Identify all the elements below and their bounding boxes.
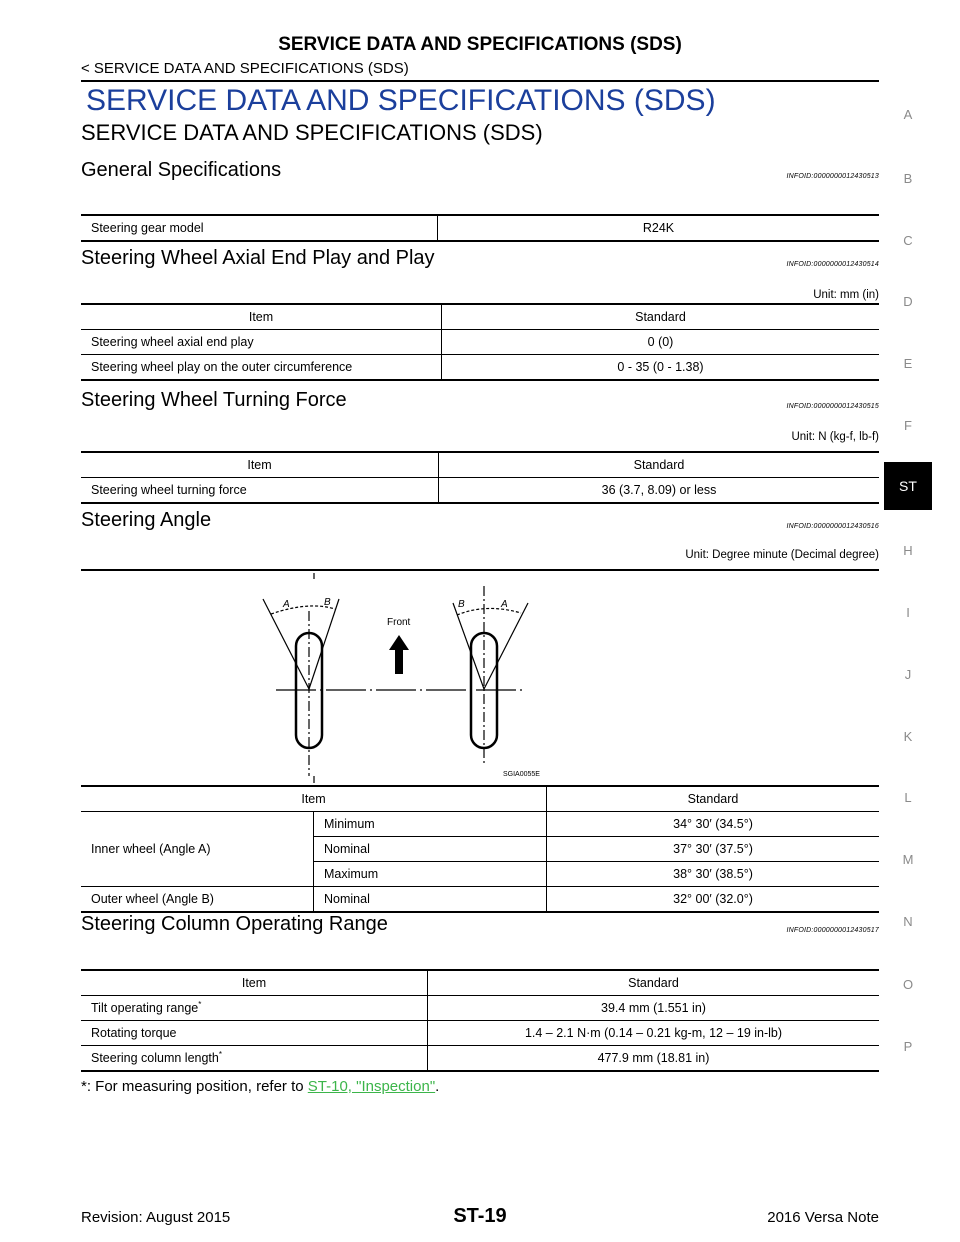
left-label-a: A bbox=[283, 599, 290, 610]
inner-wheel-label: Inner wheel (Angle A) bbox=[81, 812, 314, 887]
side-index-st-active[interactable]: ST bbox=[884, 462, 932, 510]
side-index-l[interactable]: L bbox=[904, 790, 912, 805]
steering-angle-table bbox=[81, 785, 879, 913]
unit-label: Unit: N (kg-f, lb-f) bbox=[791, 431, 879, 443]
inspection-link[interactable]: ST-10, "Inspection" bbox=[307, 1078, 436, 1095]
table-cell-value: 36 (3.7, 8.09) or less bbox=[439, 478, 880, 504]
left-label-b: B bbox=[324, 597, 331, 608]
table-cell-value: 1.4 – 2.1 N·m (0.14 – 0.21 kg-m, 12 – 19 in-lb) bbox=[428, 1021, 880, 1046]
info-id: INFOID:0000000012430515 bbox=[786, 403, 879, 410]
section-angle-header bbox=[81, 504, 879, 532]
col-header-standard: Standard bbox=[428, 970, 880, 996]
table-cell-sub: Nominal bbox=[314, 837, 547, 862]
side-index-m[interactable]: M bbox=[902, 852, 914, 867]
table-cell-value: 0 - 35 (0 - 1.38) bbox=[442, 355, 880, 381]
table-cell-value: 477.9 mm (18.81 in) bbox=[428, 1046, 880, 1072]
table-cell-value: 34° 30′ (34.5°) bbox=[547, 812, 880, 837]
page-title: SERVICE DATA AND SPECIFICATIONS (SDS) bbox=[86, 84, 716, 117]
side-index-n[interactable]: N bbox=[903, 914, 913, 929]
col-header-item: Item bbox=[81, 786, 547, 812]
running-header-title: SERVICE DATA AND SPECIFICATIONS (SDS) bbox=[278, 34, 682, 55]
side-index-k[interactable]: K bbox=[903, 729, 913, 744]
page-subtitle: SERVICE DATA AND SPECIFICATIONS (SDS) bbox=[81, 120, 543, 145]
right-angle-line-b bbox=[453, 603, 484, 689]
footnote: *: For measuring position, refer to ST-10, "Inspection". bbox=[81, 1078, 440, 1095]
table-cell-value: 37° 30′ (37.5°) bbox=[547, 837, 880, 862]
steering-angle-figure bbox=[81, 571, 879, 786]
axial-play-table bbox=[81, 303, 879, 381]
column-range-table bbox=[81, 969, 879, 1072]
section-axial-header bbox=[81, 242, 879, 270]
table-cell-value: R24K bbox=[438, 215, 880, 241]
section-heading: Steering Angle bbox=[81, 509, 212, 531]
side-index-e[interactable]: E bbox=[903, 356, 913, 371]
side-index-b[interactable]: B bbox=[903, 171, 913, 186]
table-cell-item: Tilt operating range* bbox=[81, 996, 428, 1021]
section-heading: Steering Column Operating Range bbox=[81, 913, 388, 935]
table-cell-value: 39.4 mm (1.551 in) bbox=[428, 996, 880, 1021]
outer-wheel-label: Outer wheel (Angle B) bbox=[81, 887, 314, 913]
footer-revision: Revision: August 2015 bbox=[81, 1209, 231, 1226]
left-angle-line-b bbox=[309, 599, 339, 689]
right-label-a: A bbox=[501, 599, 508, 610]
table-cell-value: 0 (0) bbox=[442, 330, 880, 355]
col-header-standard: Standard bbox=[439, 452, 880, 478]
col-header-item: Item bbox=[81, 970, 428, 996]
section-heading: Steering Wheel Turning Force bbox=[81, 389, 347, 411]
side-index-c[interactable]: C bbox=[903, 233, 913, 248]
table-cell-sub: Maximum bbox=[314, 862, 547, 887]
side-index-i[interactable]: I bbox=[906, 605, 910, 620]
table-cell-item: Steering wheel play on the outer circumference bbox=[81, 355, 442, 381]
table-cell-item: Steering wheel turning force bbox=[81, 478, 439, 504]
side-index-o[interactable]: O bbox=[902, 977, 914, 992]
section-heading: Steering Wheel Axial End Play and Play bbox=[81, 247, 435, 269]
front-label: Front bbox=[387, 617, 411, 628]
side-index-j[interactable]: J bbox=[904, 667, 912, 682]
table-cell-item: Rotating torque bbox=[81, 1021, 428, 1046]
side-index-f[interactable]: F bbox=[904, 418, 912, 433]
footer-page-number: ST-19 bbox=[453, 1205, 507, 1227]
table-cell-item: Steering wheel axial end play bbox=[81, 330, 442, 355]
info-id: INFOID:0000000012430514 bbox=[786, 261, 879, 268]
col-header-standard: Standard bbox=[547, 786, 880, 812]
breadcrumb[interactable]: < SERVICE DATA AND SPECIFICATIONS (SDS) bbox=[81, 60, 409, 77]
col-header-standard: Standard bbox=[442, 304, 880, 330]
col-header-item: Item bbox=[81, 304, 442, 330]
general-spec-table bbox=[81, 214, 879, 242]
section-general-header bbox=[81, 154, 879, 182]
col-header-item: Item bbox=[81, 452, 439, 478]
figure-id: SGIA0055E bbox=[503, 771, 540, 778]
info-id: INFOID:0000000012430517 bbox=[786, 927, 879, 934]
section-force-header bbox=[81, 384, 879, 412]
side-index-p[interactable]: P bbox=[903, 1039, 913, 1054]
table-cell-sub: Minimum bbox=[314, 812, 547, 837]
table-cell-item: Steering column length* bbox=[81, 1046, 428, 1072]
unit-label: Unit: Degree minute (Decimal degree) bbox=[685, 549, 879, 561]
footer-model: 2016 Versa Note bbox=[767, 1209, 879, 1226]
side-index-h[interactable]: H bbox=[903, 543, 913, 558]
side-index-a[interactable]: A bbox=[903, 107, 913, 122]
side-index-d[interactable]: D bbox=[903, 294, 913, 309]
info-id: INFOID:0000000012430516 bbox=[786, 523, 879, 530]
table-cell-value: 38° 30′ (38.5°) bbox=[547, 862, 880, 887]
unit-label: Unit: mm (in) bbox=[813, 289, 879, 301]
table-cell-value: 32° 00′ (32.0°) bbox=[547, 887, 880, 913]
section-heading: General Specifications bbox=[81, 159, 282, 181]
turning-force-table bbox=[81, 451, 879, 504]
left-angle-line-a bbox=[263, 599, 309, 689]
table-cell-item: Steering gear model bbox=[81, 215, 438, 241]
front-arrow-icon bbox=[389, 635, 409, 674]
info-id: INFOID:0000000012430513 bbox=[786, 173, 879, 180]
right-angle-line-a bbox=[484, 603, 528, 689]
header-rule bbox=[81, 80, 879, 82]
table-cell-sub: Nominal bbox=[314, 887, 547, 913]
section-column-header bbox=[81, 908, 879, 936]
right-label-b: B bbox=[458, 599, 465, 610]
